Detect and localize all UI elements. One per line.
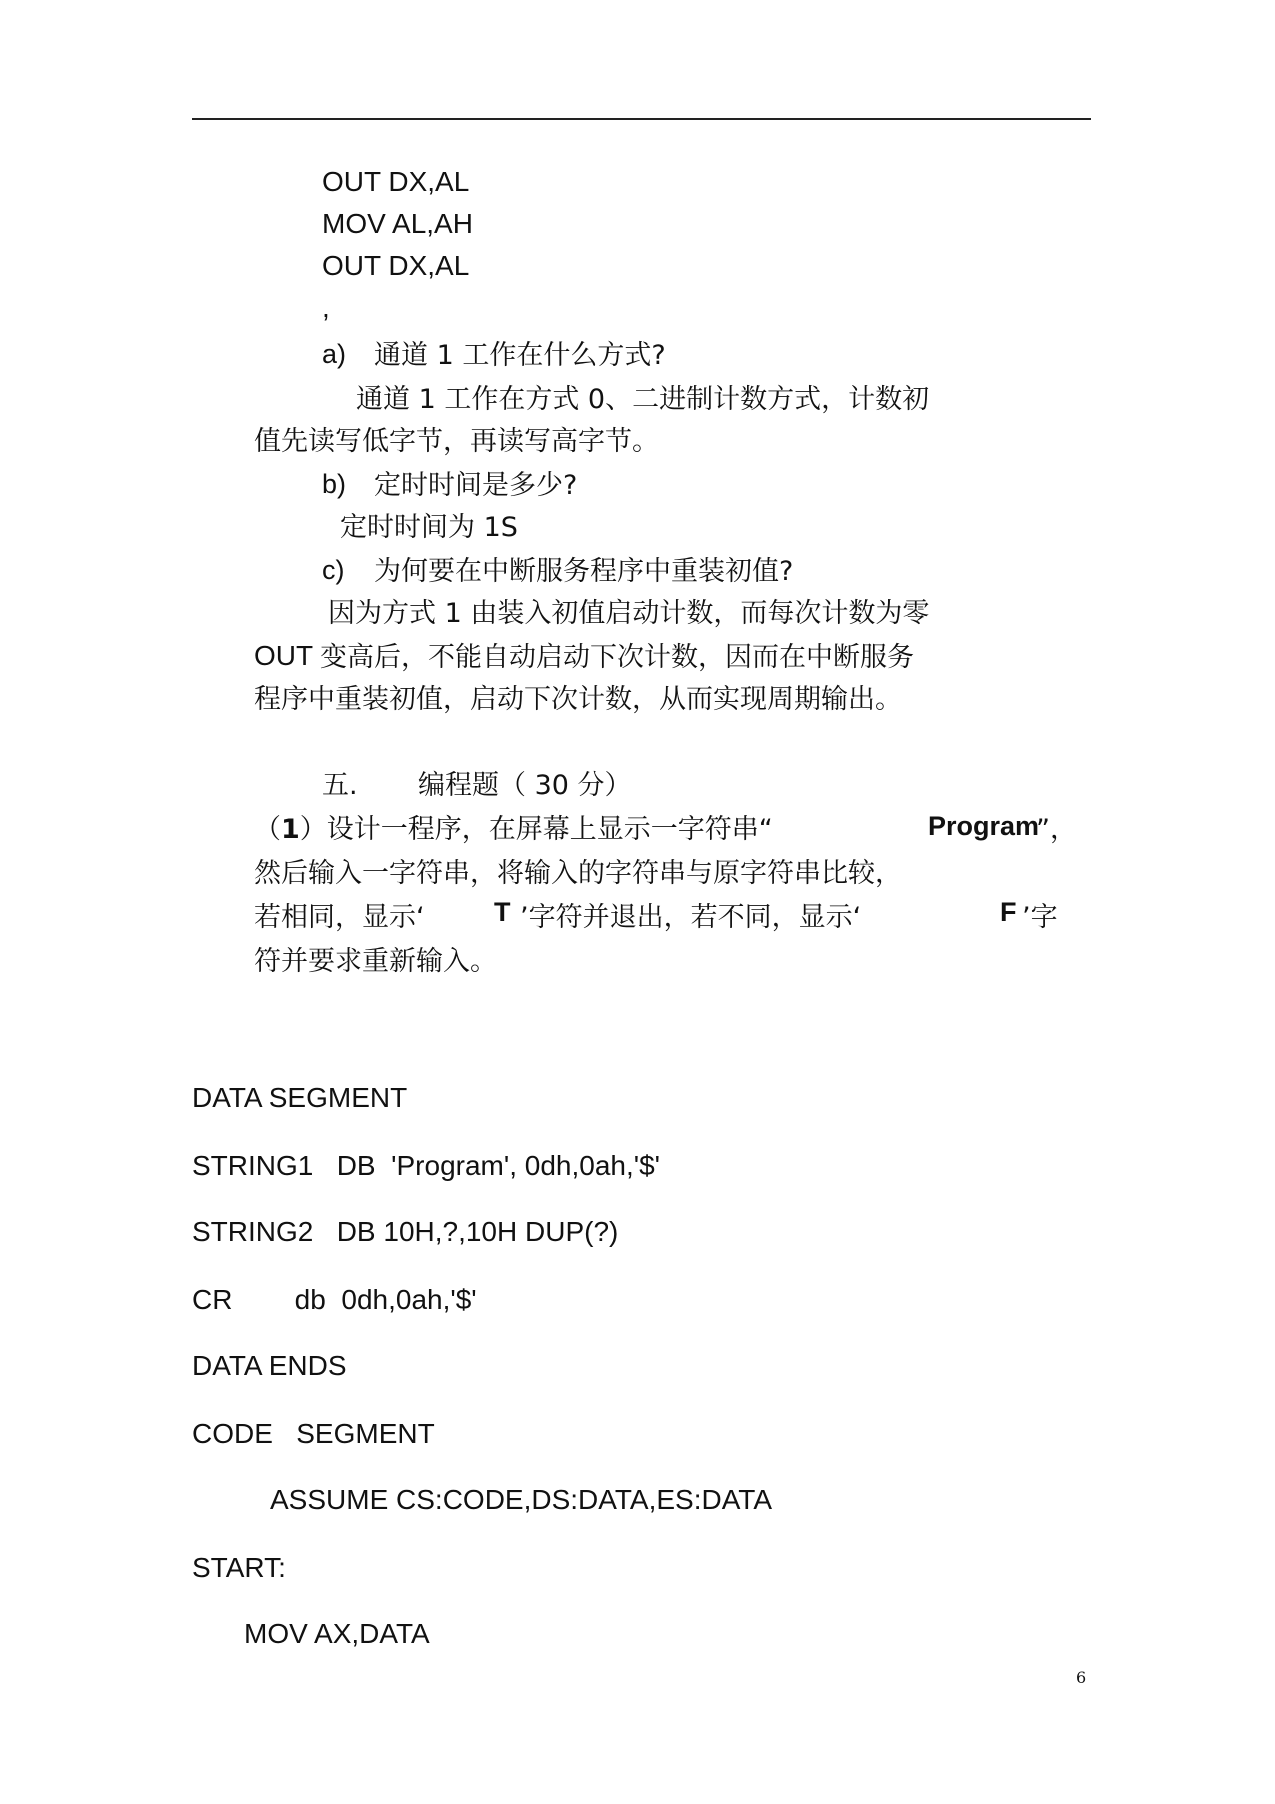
problem-1-text: ）设计一程序，在屏幕上显示一字符串“	[299, 814, 773, 845]
problem-1-quote-end: ”，	[1036, 814, 1077, 845]
asm-cr: CR db 0dh,0ah,'$'	[192, 1284, 477, 1315]
answer-b: 定时时间为 1S	[340, 512, 518, 543]
program-word: Program	[928, 811, 1040, 841]
asm-data-segment: DATA SEGMENT	[192, 1082, 408, 1113]
code-line: MOV AL,AH	[322, 208, 473, 239]
asm-data-ends: DATA ENDS	[192, 1350, 347, 1381]
true-char: T	[494, 897, 511, 927]
answer-c-out: OUT	[254, 640, 314, 671]
problem-1-prefix: （	[254, 814, 281, 845]
question-b: 定时时间是多少?	[374, 470, 578, 501]
code-line: OUT DX,AL	[322, 166, 470, 197]
asm-string2: STRING2 DB 10H,?,10H DUP(?)	[192, 1216, 619, 1247]
asm-mov: MOV AX,DATA	[244, 1618, 430, 1649]
problem-1-line-3c: ’字	[1022, 902, 1058, 933]
asm-code-segment: CODE SEGMENT	[192, 1418, 435, 1449]
question-b-label: b)	[322, 469, 347, 499]
question-a: 通道 1 工作在什么方式?	[374, 340, 666, 371]
answer-c-line-3: 程序中重装初值，启动下次计数，从而实现周期输出。	[254, 684, 902, 715]
header-rule	[192, 118, 1091, 120]
problem-1-line-2: 然后输入一字符串，将输入的字符串与原字符串比较，	[254, 858, 902, 889]
question-c-label: c)	[322, 555, 345, 585]
problem-1-line-4: 符并要求重新输入。	[254, 946, 497, 977]
code-line: OUT DX,AL	[322, 250, 470, 281]
problem-1-line-3b: ’字符并退出，若不同，显示‘	[520, 902, 862, 933]
answer-c-line-1: 因为方式 1 由装入初值启动计数，而每次计数为零	[328, 598, 930, 629]
answer-a-line-2: 值先读写低字节，再读写高字节。	[254, 426, 659, 457]
section-title: 编程题（ 30 分）	[418, 770, 632, 801]
question-c: 为何要在中断服务程序中重装初值?	[374, 556, 794, 587]
asm-start-label: START:	[192, 1552, 286, 1583]
asm-string1: STRING1 DB 'Program', 0dh,0ah,'$'	[192, 1150, 661, 1181]
section-number: 五.	[322, 770, 358, 801]
problem-1-number: 1	[281, 814, 300, 845]
answer-c-line-2: 变高后，不能自动启动下次计数，因而在中断服务	[320, 642, 914, 673]
false-char: F	[1000, 897, 1017, 927]
problem-1-line-3a: 若相同，显示‘	[254, 902, 425, 933]
problem-1-line-1	[254, 814, 773, 846]
page-number: 6	[1076, 1668, 1087, 1687]
asm-assume: ASSUME CS:CODE,DS:DATA,ES:DATA	[270, 1484, 773, 1515]
code-line: ,	[322, 292, 330, 323]
answer-a-line-1: 通道 1 工作在方式 0、二进制计数方式，计数初	[356, 384, 930, 415]
question-a-label: a)	[322, 339, 347, 369]
